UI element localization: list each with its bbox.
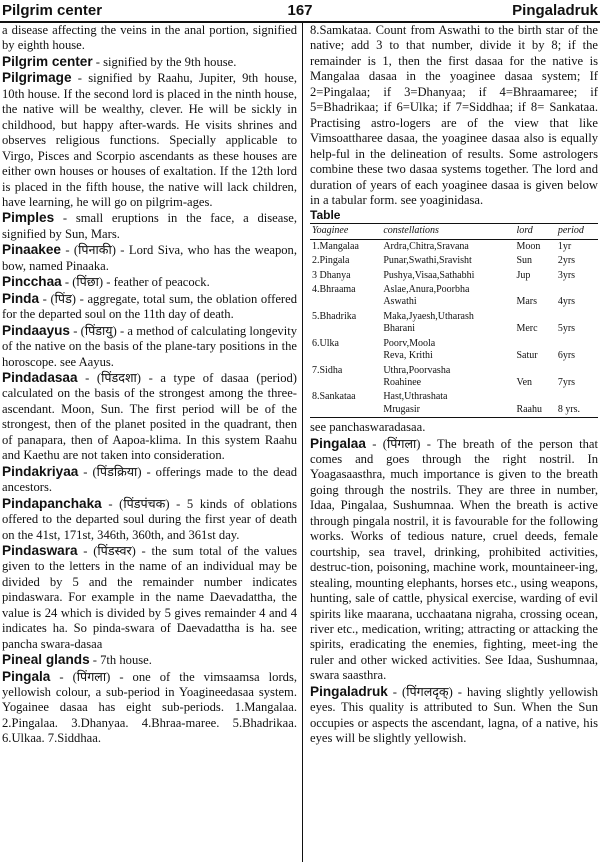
cell-constellations: Punar,Swathi,Sravisht: [383, 255, 472, 267]
column-header-lord: lord: [514, 224, 555, 239]
running-header: [2, 2, 598, 20]
table-row: [310, 310, 598, 337]
cell-constellations: Maka,Jyaesh,Utharash Bharani: [383, 310, 474, 335]
entry-term: Pindadasaa: [2, 369, 78, 385]
entry-definition: - (पिंड) - aggregate, total sum, the oblation offered for the departed soul on the 11th day of death.: [2, 291, 297, 322]
cell-yoaginee: 8.Sankataa: [310, 390, 381, 417]
entry-definition: - (पिंगला) - one of the vimsaamsa lords, yellowish colour, a sub-period in Yoagineedasaa system. Yogainee dasaa has eight sub-periods. 1.Mangalaa. 2.Pingalaa. 3.Dhanyaa. 4.Bhraa-maree. 5.Bhadrikaa. 6.Ulkaa. 7.Siddhaa.: [2, 669, 297, 746]
table-row: [310, 269, 598, 283]
page-number: 167: [287, 2, 313, 19]
entry-pinaakee: [2, 242, 297, 274]
cell-constellations: Pushya,Visaa,Sathabhi: [383, 269, 475, 281]
entry-term: Pinaakee: [2, 242, 61, 258]
table-header-row: [310, 224, 598, 239]
entry-term: Pilgrim center: [2, 53, 93, 69]
header-left-guideword: Pilgrim center: [2, 2, 103, 19]
cell-period: 5yrs: [557, 323, 576, 335]
column-header-yoaginee: Yoaginee: [310, 224, 381, 239]
entry-term: Pineal glands: [2, 652, 90, 668]
entry-definition: - 7th house.: [89, 653, 152, 668]
entry-pimples: [2, 210, 297, 242]
entry-term: Pindakriyaa: [2, 463, 79, 479]
entry-pilgrimage: [2, 70, 297, 210]
entry-pindakriyaa: [2, 464, 297, 496]
entry-continuation: 8.Samkataa. Count from Aswathi to the birth star of the native; add 3 to that number, divide it by 8; if the remainder is 1, then the first dasaa for the native is Mangalaa dasaa in the yoaginee dasaa system; If 2=Pingalaa; if 3=Dhanyaa; if 4=Bhraamaree; if 5=Bhadrikaa; if 6=Ulka; if 7=Siddhaa; if 8= Sankataa. Practising astro-logers are of the view that like Vimsoattharee dasaa, the yoaginee dasaa also is equally help-ful in the delineation of results. Some astrologers combine these two dasaa systems together. The lord and duration of years of each yoaginee dasaa is given below in a tabular form. see yoaginidasa.: [310, 23, 598, 207]
column-header-period: period: [556, 224, 598, 239]
column-divider: [302, 22, 303, 862]
cell-period: 2yrs: [557, 255, 576, 267]
entry-definition: - (पिनाकी) - Lord Siva, who has the weapon, bow, named Pinaaka.: [2, 243, 297, 273]
entry-pindapanchaka: [2, 496, 297, 543]
entry-term: Pindapanchaka: [2, 495, 102, 511]
table-title: Table: [310, 208, 341, 223]
entry-definition: - small eruptions in the face, a disease, signified by Sun, Mars.: [2, 211, 297, 241]
cell-period: 7yrs: [557, 376, 576, 388]
cell-constellations: Aslae,Anura,Poorbha Aswathi: [383, 284, 470, 308]
table-row: [310, 254, 598, 268]
table-row: [310, 283, 598, 310]
cell-constellations: Ardra,Chitra,Sravana: [383, 240, 469, 252]
cell-yoaginee: 4.Bhraama: [312, 284, 356, 296]
table-row: [310, 390, 598, 417]
entry-term: Pindaswara: [2, 542, 78, 558]
cell-yoaginee: 3 Dhanya: [312, 269, 351, 281]
table-row: [310, 337, 598, 364]
cell-yoaginee: 6.Ulka: [312, 337, 339, 349]
entry-definition: - (पिंडपंचक) - 5 kinds of oblations offered to the departed soul during the first year of death on the 41st, 171st, 346th, 360th, and 361st day.: [2, 496, 297, 542]
cell-period: 3yrs: [557, 269, 576, 281]
entry-definition: - (पिंछा) - feather of peacock.: [61, 275, 210, 290]
cell-yoaginee: 1.Mangalaa: [312, 240, 359, 252]
yoaginee-dasaa-table: [310, 223, 598, 418]
table-row: [310, 364, 598, 391]
cell-constellations: Poorv,Moola Reva, Krithi: [383, 337, 436, 362]
entry-pingala: [2, 669, 297, 747]
entry-pindadasaa: [2, 370, 297, 464]
entry-continuation: a disease affecting the veins in the anal portion, signified by eighth house.: [2, 23, 297, 53]
cell-period: 6yrs: [557, 350, 576, 362]
cell-lord: Moon: [516, 240, 541, 252]
entry-definition: - (पिंगला) - The breath of the person that comes and goes through the right nostril. In Yoagasaasthra, much importance is given to the breath going through the nostrils. They are three in number, Idaa, Pingalaa, Sushumnaa. When the breath is active through pingala nostril, it is favourable for the following works. Works of tedious nature, cruel deeds, female courtship, sea travel, drinking, prohibited activities, destruc-tion, poisoning, machine work, mountaineer-ing, stealing, mounting elephants, horses etc., using weapons, hunting, sale of cattle, physical exercise, warding of evil spirits like maarana, ucchaatana nigraha, crossing ocean, river etc., medication, writing; attracting or attacking the spirits, eradicating the enemies, fighting, meet-ing the ruler and other wicked activities. See Idaa, Sushumnaa, swara saasthra.: [310, 436, 598, 683]
entry-pinda: [2, 291, 297, 323]
entry-pingaladruk: [310, 684, 598, 747]
header-right-guideword: Pingaladruk: [512, 2, 598, 19]
entry-term: Pincchaa: [2, 274, 62, 290]
right-column: [310, 23, 598, 864]
cell-yoaginee: 5.Bhadrika: [312, 310, 357, 322]
entry-pingalaa: [310, 436, 598, 684]
entry-definition: - (पिंडायु) - a method of calculating longevity of the native on the basis of the plane-tary positions in the horoscope. see Aayus.: [2, 323, 297, 369]
cell-lord: Satur: [516, 350, 538, 362]
entry-term: Pingala: [2, 668, 51, 684]
entry-pilgrim-center: [2, 54, 297, 70]
entry-definition: - (पिंडक्रिया) - offerings made to the dead ancestors.: [2, 464, 297, 495]
cell-period: 1yr: [557, 240, 572, 252]
entry-pineal-glands: [2, 652, 297, 668]
entry-term: Pinda: [2, 290, 40, 306]
entry-definition: - signified by Raahu, Jupiter, 9th house, 10th house. If the second lord is placed in the ninth house, the native will be wealthy, clever. He will be sickly in childhood, but happy after-wards. He visits shrines and observes religious functions. Specially applicable to Virgo, Pisces and Scorpio ascendants as these houses are either own houses or houses of exaltation. If the 12th lord is placed in the fifth house, the native will lack children, have learning, he will go on pilgrim-ages.: [2, 71, 297, 209]
cell-constellations: Uthra,Poorvasha Roahinee: [383, 364, 451, 388]
cell-lord: Mars: [516, 296, 538, 308]
entry-definition: - (पिंडदशा) - a type of dasaa (period) calculated on the basis of the strongest among the three-ascendant. Moon, Sun. The first period will be of the strongest, then of the planet posited in the quadrant, then of panapara, then of Aapoa-klima. In this system Raahu and Kaethu are not taken into consideration.: [2, 370, 297, 463]
cell-period: 8 yrs.: [556, 390, 598, 417]
cell-lord: Jup: [516, 269, 531, 281]
entry-pindaayus: [2, 323, 297, 370]
cell-constellations: Hast,Uthrashata Mrugasir: [381, 390, 514, 417]
cell-lord: Raahu: [514, 390, 555, 417]
cell-yoaginee: 7.Sidha: [312, 364, 343, 376]
entry-term: Pimples: [2, 210, 55, 226]
entry-definition: - (पिंडस्वर) - the sum total of the values given to the letters in the name of an individual may be divided by 5 and the remainder number indicates pindaswara. For example in the name Daevadattha, the value is 24 which is divided by 5 gives remainder 4 and 4 indicates ha. So pinda-swara of Daevadattha is ha. see pancha swara-dasaa: [2, 543, 297, 651]
column-header-constellations: constellations: [381, 224, 514, 239]
entry-term: Pingaladruk: [310, 683, 388, 699]
entry-pindaswara: [2, 543, 297, 652]
entry-term: Pingalaa: [310, 435, 366, 451]
entry-term: Pilgrimage: [2, 70, 72, 86]
cell-lord: Ven: [516, 376, 533, 388]
cell-period: 4yrs: [557, 296, 576, 308]
cell-yoaginee: 2.Pingala: [312, 255, 350, 267]
entry-pincchaa: [2, 274, 297, 290]
left-column: [2, 23, 297, 864]
entry-definition: - signified by the 9th house.: [92, 54, 237, 69]
cell-lord: Sun: [516, 255, 533, 267]
entry-term: Pindaayus: [2, 322, 70, 338]
table-row: [310, 239, 598, 254]
entry-definition: - (पिंगलदृक्) - having slightly yellowish eyes. This quality is attributed to Sun. When the Sun occupies or aspects the ascendant, lagna, of a native, his eyes will be slightly yellowish.: [310, 684, 598, 746]
cross-reference: see panchaswaradasaa.: [310, 420, 426, 435]
cell-lord: Merc: [516, 323, 538, 335]
